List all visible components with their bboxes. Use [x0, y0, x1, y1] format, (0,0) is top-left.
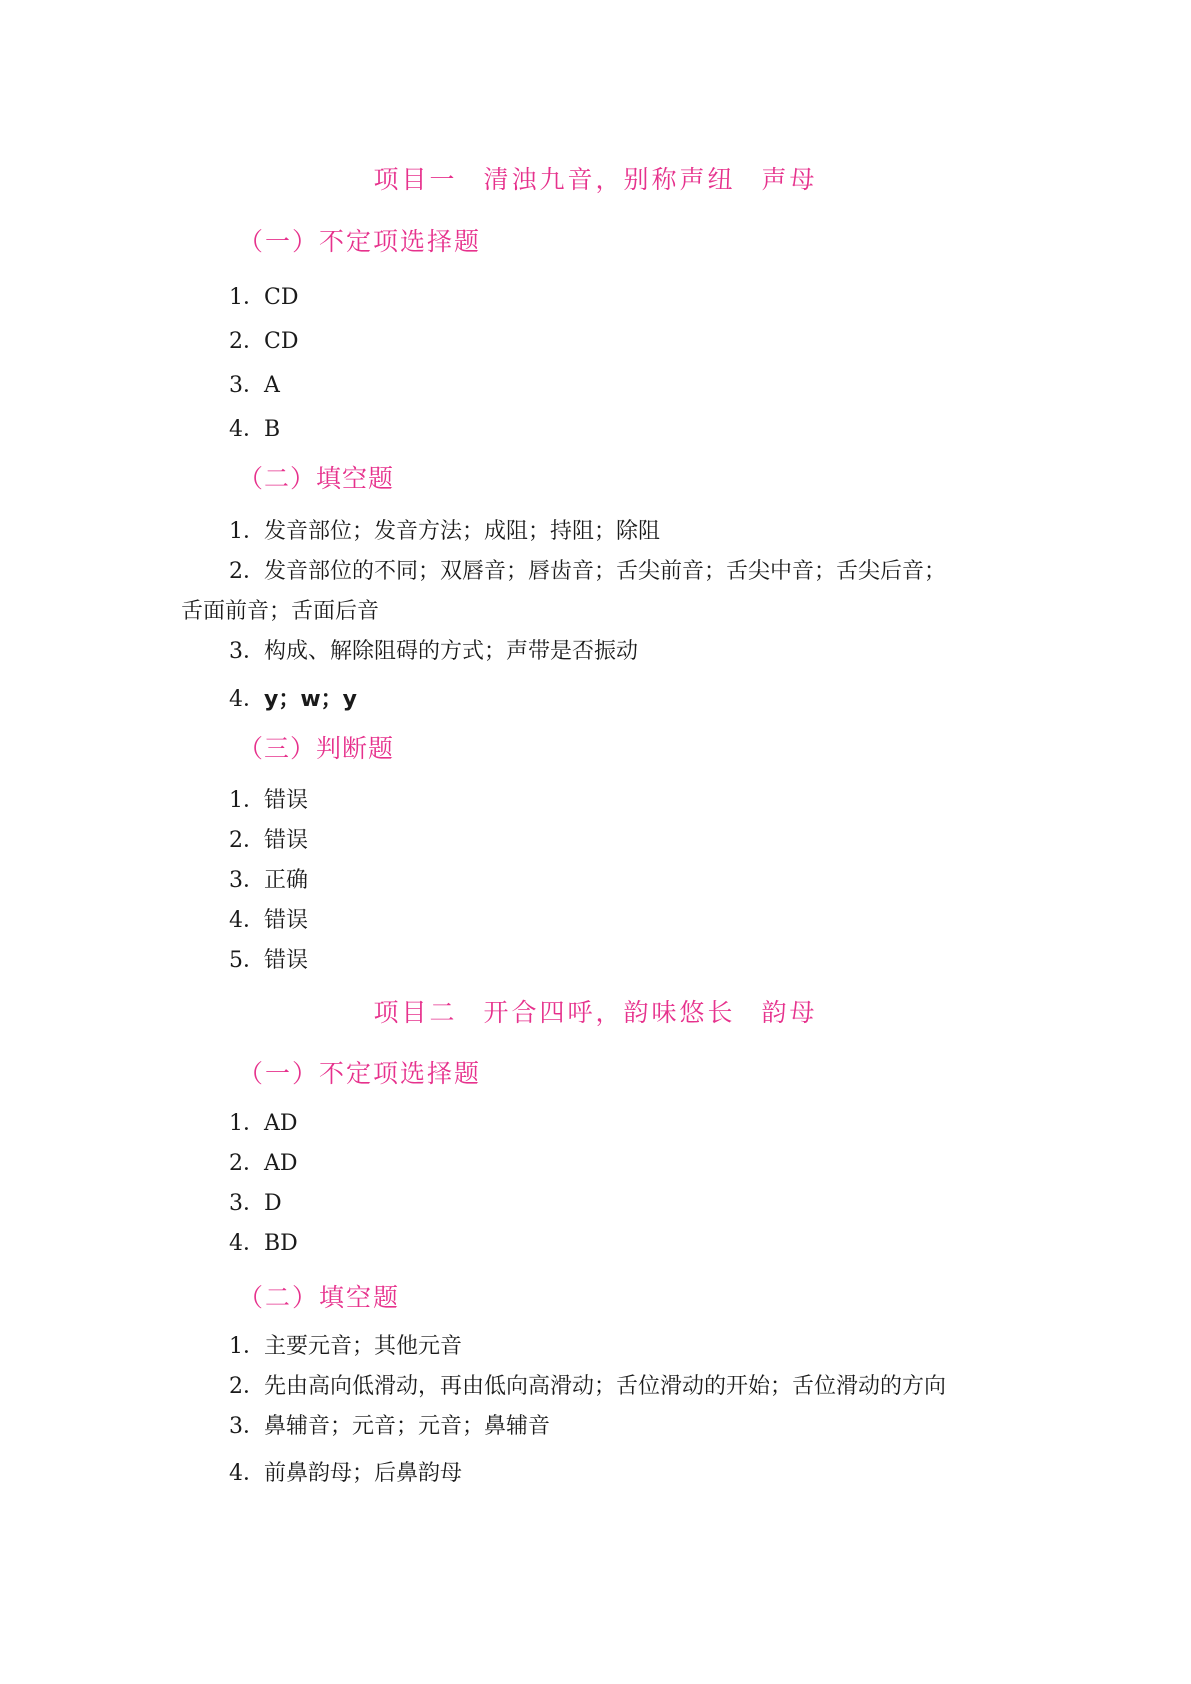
item-number: 3． [229, 1414, 265, 1439]
item-answer: 错误 [264, 908, 309, 933]
item-number: 1． [229, 285, 265, 310]
item-number: 2． [229, 828, 265, 853]
item-number: 4． [229, 1461, 265, 1486]
project1-title-number: 项目一 [373, 165, 458, 194]
item-answer: 错误 [264, 828, 309, 853]
project1-title-topic: 声母 [761, 165, 818, 194]
item-answer: 前鼻韵母；后鼻韵母 [264, 1461, 463, 1486]
project1-title-phrase: 清浊九音，别称声纽 [483, 165, 736, 194]
p1-s3-item-5 [229, 950, 308, 972]
p1-s2-item-2 [229, 561, 946, 583]
p2-s2-item-4 [229, 1463, 462, 1485]
item-number: 1． [229, 788, 265, 813]
p2-s2-item-3 [229, 1416, 550, 1438]
project2-title [0, 993, 1191, 1029]
p2-s1-item-3 [229, 1193, 282, 1215]
p2-s2-item-1 [229, 1336, 462, 1358]
p2-s1-item-2 [229, 1153, 298, 1175]
item-number: 4． [229, 1231, 265, 1256]
p1-s2-item-4 [229, 689, 357, 711]
p2-section-multiple-choice: （一）不定项选择题 [238, 1059, 482, 1088]
p1-s2-item-2-continuation: 舌面前音；舌面后音 [181, 599, 380, 624]
item-answer: AD [264, 1111, 298, 1136]
item-number: 2． [229, 1151, 265, 1176]
item-number: 1． [229, 1111, 265, 1136]
item-answer: 发音部位的不同；双唇音；唇齿音；舌尖前音；舌尖中音；舌尖后音； [264, 559, 947, 584]
item-answer: 鼻辅音；元音；元音；鼻辅音 [264, 1414, 551, 1439]
p1-s2-item-1 [229, 521, 660, 543]
p2-section-fill-blank: （二）填空题 [238, 1283, 401, 1312]
item-number: 1． [229, 519, 265, 544]
p1-s1-item-3 [229, 375, 280, 397]
item-answer: 正确 [264, 868, 309, 893]
item-answer: B [264, 417, 281, 442]
p1-s3-item-2 [229, 830, 308, 852]
item-answer: D [264, 1191, 282, 1216]
project1-title [0, 160, 1191, 196]
p1-section-multiple-choice: （一）不定项选择题 [238, 227, 482, 256]
item-number: 3． [229, 868, 265, 893]
item-number: 2． [229, 329, 265, 354]
p1-s3-item-4 [229, 910, 308, 932]
project2-title-topic: 韵母 [761, 998, 818, 1027]
item-answer: 先由高向低滑动，再由低向高滑动；舌位滑动的开始；舌位滑动的方向 [264, 1374, 947, 1399]
p1-section-fill-blank: （二）填空题 [238, 464, 395, 493]
item-answer: CD [264, 285, 299, 310]
p1-s2-item-3 [229, 641, 638, 663]
item-number: 4． [229, 908, 265, 933]
p1-s3-item-1 [229, 790, 308, 812]
item-answer: CD [264, 329, 299, 354]
item-number: 4． [229, 687, 265, 712]
p1-s1-item-2 [229, 331, 298, 353]
item-number: 3． [229, 373, 265, 398]
project2-title-number: 项目二 [373, 998, 458, 1027]
item-number: 5． [229, 948, 265, 973]
item-answer: 构成、解除阻碍的方式；声带是否振动 [264, 639, 639, 664]
item-number: 3． [229, 639, 265, 664]
item-answer: A [264, 373, 280, 398]
item-number: 3． [229, 1191, 265, 1216]
item-answer: 错误 [264, 948, 309, 973]
item-number: 2． [229, 559, 265, 584]
item-answer: y；w；y [264, 687, 358, 712]
item-answer: 发音部位；发音方法；成阻；持阻；除阻 [264, 519, 661, 544]
item-number: 1． [229, 1334, 265, 1359]
item-answer: AD [264, 1151, 298, 1176]
p2-s1-item-1 [229, 1113, 298, 1135]
p1-s1-item-4 [229, 419, 280, 441]
item-number: 2． [229, 1374, 265, 1399]
p1-s1-item-1 [229, 287, 298, 309]
p2-s2-item-2 [229, 1376, 946, 1398]
p1-section-true-false: （三）判断题 [238, 734, 395, 763]
item-number: 4． [229, 417, 265, 442]
project2-title-phrase: 开合四呼，韵味悠长 [483, 998, 736, 1027]
p2-s1-item-4 [229, 1233, 298, 1255]
item-answer: BD [264, 1231, 298, 1256]
p1-s3-item-3 [229, 870, 308, 892]
item-answer: 主要元音；其他元音 [264, 1334, 463, 1359]
item-answer: 错误 [264, 788, 309, 813]
